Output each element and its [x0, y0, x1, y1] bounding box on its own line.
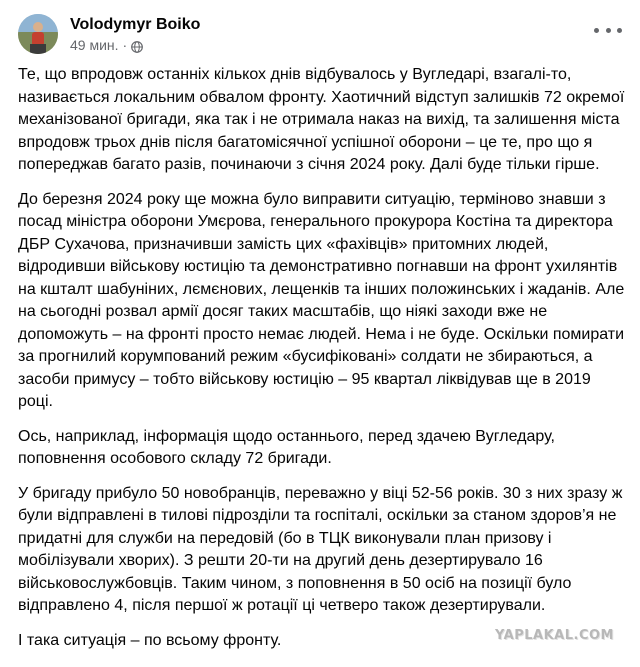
- post-paragraph: І така ситуація – по всьому фронту.: [18, 631, 282, 649]
- post-paragraph: У бригаду прибуло 50 новобранців, переважно у віці 52-56 років. 30 з них зразу ж були відправлені в тилові підрозділи та госпіталі, оскільки за станом здоров’я не придатні для служби на передовій (бо в ТЦК виконували план призову і мобілізували хворих). З решти 20-ти на другий день дезертирувало 16 військовослужбовців. Таким чином, з поповнення в 50 осіб на позиції було відправлено 4, після першої ж ротації ці четверо також дезертирували.: [18, 484, 623, 614]
- post-body: [18, 64, 628, 664]
- avatar[interactable]: [18, 14, 58, 54]
- post-paragraph: До березня 2024 року ще можна було виправити ситуацію, терміново знавши з посад міністра оборони Умєрова, генерального прокурора Костіна та директора ДБР Сухачова, призначивши замість цих «фахівців» притомних людей, відродивши військову юстицію та демонстративно погнавши на фронт ухилянтів на кшталт шабуніних, лємєнових, лещенків та інших положинських і жаданів. Але на сьогодні розвал армії досяг таких масштабів, що ніякі заходи вже не допоможуть – на фронті просто немає людей. Нема і не буде. Оскільки помирати за прогнилий корумпований режим «бусифіковані» солдати не збираються, а засоби примусу – тобто військову юстицію – 95 квартал ліквідував ще в 2019 році.: [18, 190, 625, 410]
- more-options-icon[interactable]: [594, 20, 622, 40]
- watermark: YAPLAKAL.COM: [495, 628, 614, 643]
- more-dot: [594, 28, 599, 33]
- post-paragraph: Ось, наприклад, інформація щодо останнього, перед здачею Вугледару, поповнення особового складу 72 бригади.: [18, 427, 555, 467]
- avatar-image: [18, 14, 58, 54]
- post-time[interactable]: 49 мин.: [70, 36, 119, 53]
- post-meta: [70, 15, 200, 54]
- more-dot: [606, 28, 611, 33]
- author-name[interactable]: Volodymyr Boiko: [70, 15, 201, 33]
- separator-dot: ·: [122, 36, 128, 53]
- post-subline: [70, 36, 200, 54]
- post-paragraph: Те, що впродовж останніх кількох днів відбувалось у Вугледарі, взагалі-то, називається локальним обвалом фронту. Хаотичний відступ залишків 72 окремої механізованої бригади, яка так і не отримала наказ на вихід, та залишення міста впродовж трьох днів після багатомісячної успішної оборони – це те, про що я попереджав багато разів, починаючи з січня 2024 року. Далі буде тільки гірше.: [18, 66, 625, 173]
- more-dot: [617, 28, 622, 33]
- post-header: [18, 14, 200, 54]
- globe-icon[interactable]: [131, 39, 143, 51]
